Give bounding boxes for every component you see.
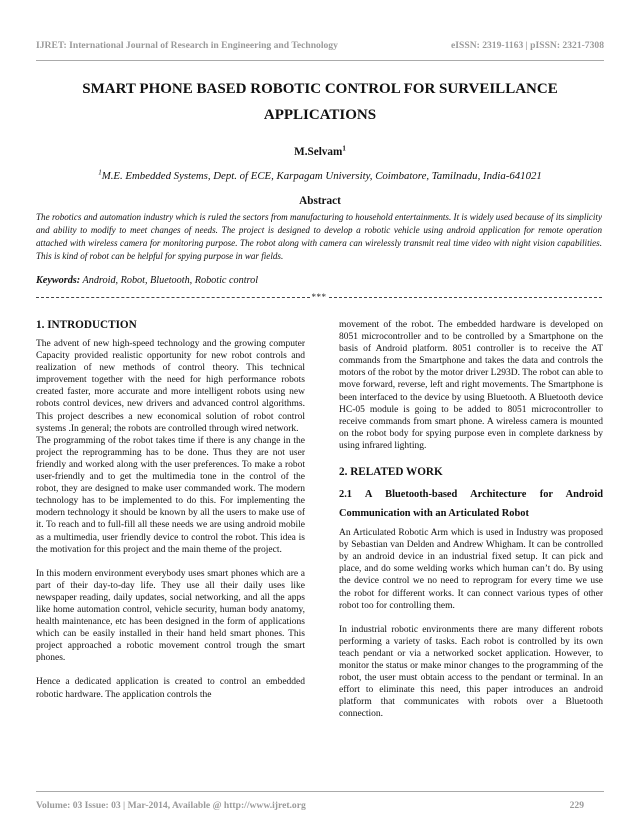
left-column bbox=[36, 319, 305, 713]
volume-info: Volume: 03 Issue: 03 | Mar-2014, Available @ http://www.ijret.org bbox=[36, 800, 306, 811]
affiliation-superscript: 1 bbox=[98, 168, 102, 177]
abstract-text: The robotics and automation industry which is ruled the sectors from manufacturing to household entertainments. It is widely used because of its simplicity and ability to modify to meet changes of needs. The project is designed to develop a robotic vehicle using android application for remote operation attached with wireless camera for monitoring purpose. The robot along with camera can wirelessly transmit real time video with night vision capabilities. This is kind of robot can be helpful for spying purpose in war fields. bbox=[36, 212, 602, 262]
affiliation bbox=[36, 170, 604, 182]
related-work-paragraph-1: An Articulated Robotic Arm which is used in Industry was proposed by Sebastian van Delden and Andrew Whigham. It can be controlled by an android device in an industrial fixed setup. It can pick and place, and do some welding works which human can’t do. By using the device control we no need to reprogram for every time we use the robot for different works. It can connect various types of other robot too for controlling them. bbox=[339, 528, 603, 611]
intro-paragraph-1: The advent of new high-speed technology and the growing computer Capacity provided realistic opportunity for new robot controls and realization of new methods of control theory. This technical improvement together with the need for high performance robots created faster, more accurate and more intelligent robots using new robots control devices, new drivers and advanced control algorithms. This project describes a new economical solution of robot control systems .In general; the robots are controlled through wired network. bbox=[36, 339, 305, 434]
introduction-heading: 1. INTRODUCTION bbox=[36, 319, 137, 331]
related-work-heading: 2. RELATED WORK bbox=[339, 466, 443, 479]
keywords-text: Android, Robot, Bluetooth, Robotic control bbox=[80, 275, 259, 286]
issn-numbers: eISSN: 2319-1163 | pISSN: 2321-7308 bbox=[451, 40, 604, 51]
intro-paragraph-3: In this modern environment everybody uses smart phones which are a part of their day-to-day life. They use all their daily uses like newspaper reading, daily updates, social networking, and all the apps like home automation control, vehicle security, human body anatomy, health maintenance, etc has been designed in the form of applications which can be easily installed in their hand held smart phones. This project approached a robotic movement control trough the smart phones. bbox=[36, 568, 305, 664]
related-work-subheading: 2.1 A Bluetooth-based Architecture for Android Communication with an Articulated Robot bbox=[339, 489, 603, 520]
paper-title bbox=[36, 76, 604, 128]
section-separator bbox=[36, 291, 602, 303]
title-line-2: APPLICATIONS bbox=[263, 107, 377, 123]
separator-dash-left bbox=[36, 297, 310, 298]
abstract-heading: Abstract bbox=[299, 195, 341, 207]
author-superscript: 1 bbox=[342, 144, 346, 153]
title-line-1: SMART PHONE BASED ROBOTIC CONTROL FOR SURVEILLANCE bbox=[82, 81, 558, 97]
running-footer bbox=[36, 800, 584, 811]
header-rule bbox=[36, 60, 604, 61]
author-name: M.Selvam bbox=[294, 146, 343, 158]
related-work-paragraph-2: In industrial robotic environments there are many different robots performing a variety of tasks. Each robot is controlled by its own teach pendant or via a networked socket application. However, to monitor the status or make minor changes to the programming of the robot, the user must obtain access to the pendant or terminal. In an effort to eliminate this need, this paper introduces an android platform that communicates with robots over a Bluetooth connection. bbox=[339, 624, 603, 720]
separator-dash-right bbox=[329, 297, 603, 298]
footer-rule bbox=[36, 791, 604, 792]
separator-stars: *** bbox=[311, 292, 327, 302]
right-column bbox=[339, 319, 603, 732]
intro-paragraph-continued: movement of the robot. The embedded hardware is developed on 8051 microcontroller and to be controlled by a Smartphone on the basis of Android platform. 8051 controller is to receive the AT commands from the Smartphone and takes the data and controls the motors of the robot by the motor driver L293D. The robot can able to move forward, reverse, left and right movements. The Smartphone is been interfaced to the device by using Bluetooth. A Bluetooth device HC-05 module is going to be added to 8051 microcontroller to receive commands from smart phone. A wireless camera is mounted on the robot body for spying purpose even in complete darkness by using infrared lighting. bbox=[339, 320, 603, 451]
affiliation-text: M.E. Embedded Systems, Dept. of ECE, Karpagam University, Coimbatore, Tamilnadu, India-641021 bbox=[101, 170, 542, 182]
journal-name: IJRET: International Journal of Research in Engineering and Technology bbox=[36, 40, 338, 51]
page-number: 229 bbox=[569, 800, 584, 811]
keywords-label: Keywords: bbox=[36, 275, 81, 286]
running-header bbox=[36, 40, 604, 51]
author bbox=[36, 146, 604, 158]
keywords bbox=[36, 275, 602, 286]
intro-paragraph-2: The programming of the robot takes time if there is any change in the project the reprogramming has to be done. Thus they are not user friendly and worked along with the user preferences. To make a robot user-friendly and to get the multimedia tone in the control of the robot, they are designed to make user commanded work. The modern technology has to be implemented to do this. For implementing the modern technology it should be known by all the users to make use of it. To reach and to full-fill all these needs we are using android mobile as a multimedia, user friendly device to control the robot. This idea is the motivation for this project and the main theme of the project. bbox=[36, 435, 305, 555]
intro-paragraph-4: Hence a dedicated application is created to control an embedded robotic hardware. The application controls the bbox=[36, 677, 305, 700]
